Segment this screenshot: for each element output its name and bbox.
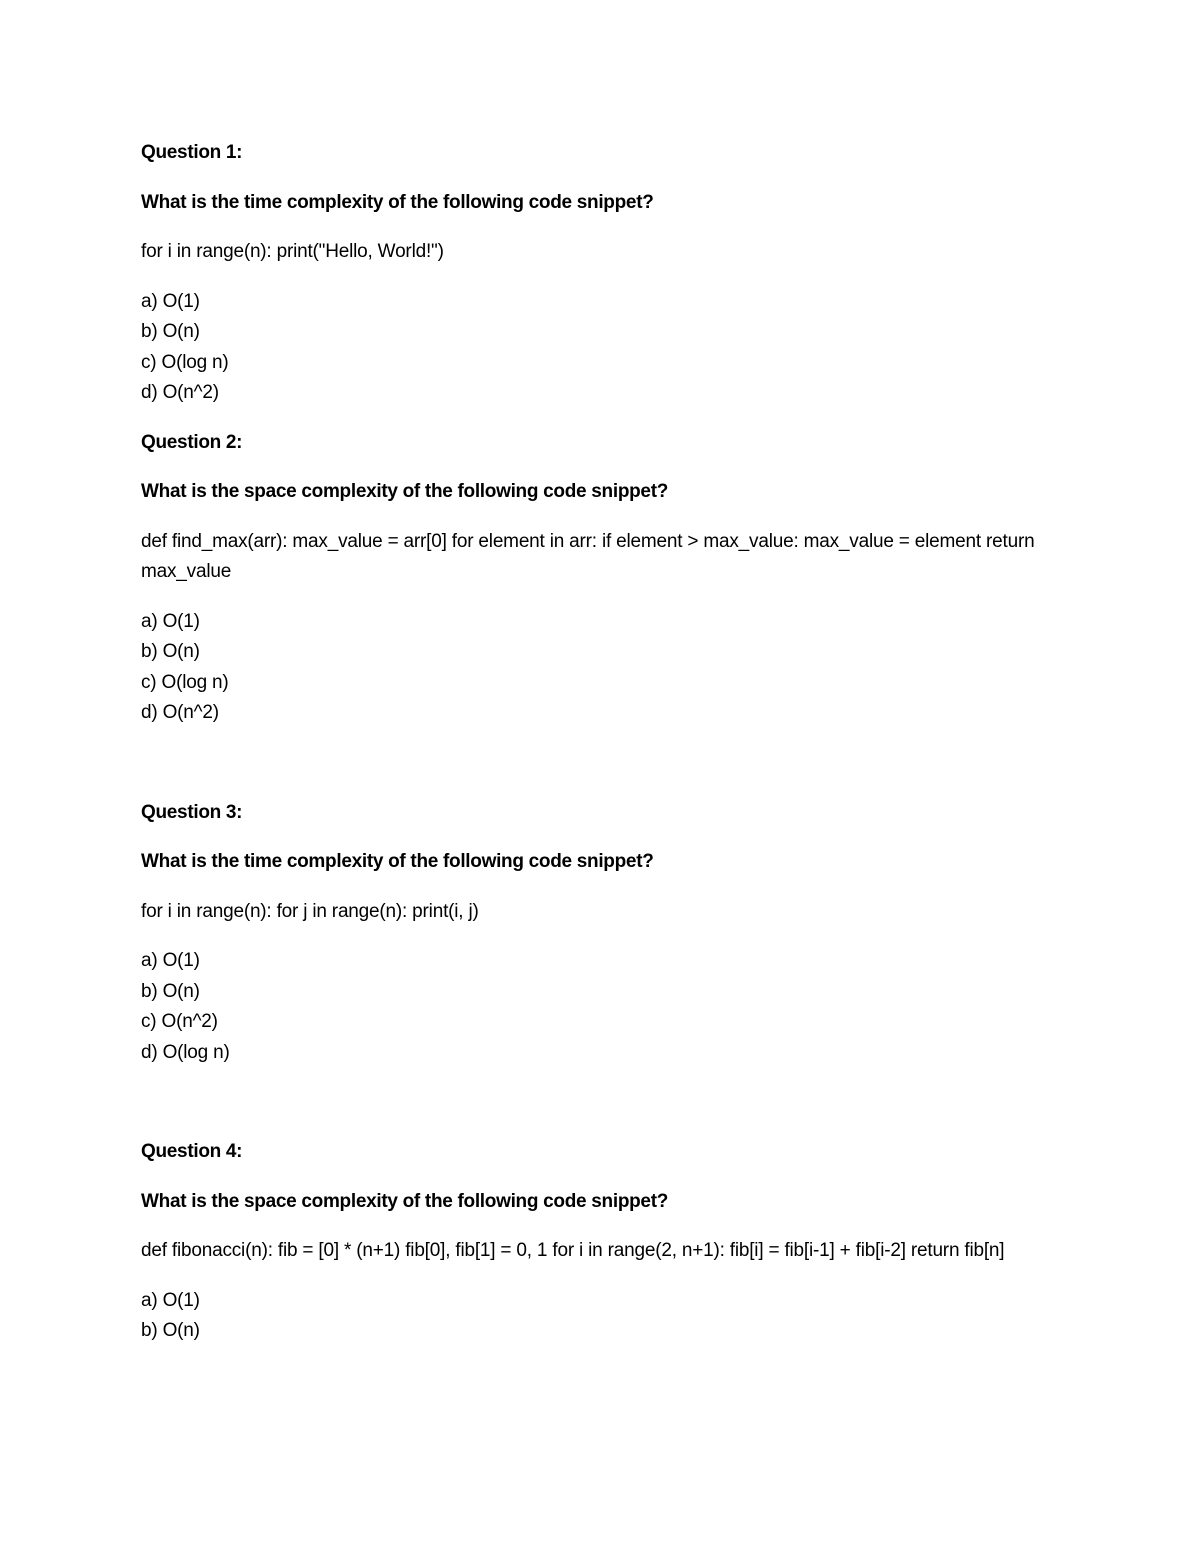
question-prompt: What is the time complexity of the following code snippet?	[141, 191, 654, 213]
question-prompt: What is the space complexity of the following code snippet?	[141, 1190, 669, 1212]
spacer	[141, 1087, 1060, 1137]
code-snippet: def find_max(arr): max_value = arr[0] for element in arr: if element > max_value: max_value = element return max_value	[141, 530, 1035, 582]
question-heading: Question 2:	[141, 431, 243, 453]
question-prompt: What is the time complexity of the following code snippet?	[141, 851, 654, 872]
question-heading: Question 4:	[141, 1141, 243, 1162]
code-snippet: def fibonacci(n): fib = [0] * (n+1) fib[0], fib[1] = 0, 1 for i in range(2, n+1): fib[i] = fib[i-1] + fib[i-2] return fib[n]	[141, 1240, 1005, 1261]
question-2	[141, 428, 1060, 729]
code-snippet: for i in range(n): print("Hello, World!")	[141, 241, 444, 262]
option-c: c) O(log n)	[141, 671, 229, 693]
question-prompt: What is the space complexity of the following code snippet?	[141, 481, 669, 502]
question-heading: Question 1:	[141, 142, 243, 163]
answer-options	[141, 946, 1060, 1068]
option-b: b) O(n)	[141, 980, 200, 1002]
option-c: c) O(log n)	[141, 351, 229, 373]
option-d: d) O(n^2)	[141, 702, 219, 723]
question-heading: Question 3:	[141, 801, 243, 823]
option-d: d) O(n^2)	[141, 382, 219, 403]
question-4	[141, 1137, 1060, 1347]
option-b: b) O(n)	[141, 321, 200, 342]
option-d: d) O(log n)	[141, 1041, 230, 1063]
option-a: a) O(1)	[141, 290, 200, 312]
option-b: b) O(n)	[141, 1320, 200, 1341]
answer-options	[141, 607, 1060, 729]
answer-options	[141, 287, 1060, 409]
code-snippet: for i in range(n): for j in range(n): print(i, j)	[141, 900, 479, 922]
answer-options	[141, 1286, 1060, 1347]
option-a: a) O(1)	[141, 610, 200, 632]
question-3	[141, 798, 1060, 1069]
spacer	[141, 748, 1060, 798]
option-c: c) O(n^2)	[141, 1011, 218, 1032]
option-a: a) O(1)	[141, 1289, 200, 1311]
option-a: a) O(1)	[141, 950, 200, 971]
option-b: b) O(n)	[141, 641, 200, 662]
question-1	[141, 138, 1060, 409]
